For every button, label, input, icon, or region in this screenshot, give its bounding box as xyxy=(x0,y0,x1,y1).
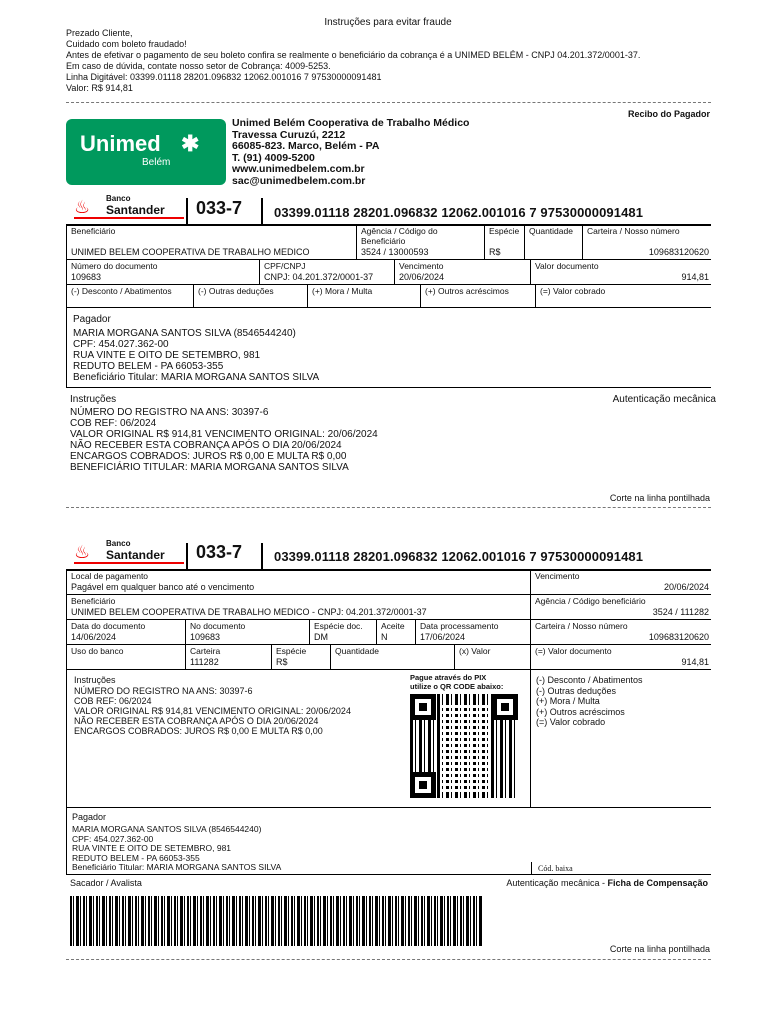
local-cell xyxy=(66,570,530,594)
valordoc-cell xyxy=(530,645,711,669)
company-line: Unimed Belém Cooperativa de Trabalho Médico xyxy=(232,117,470,129)
corte-label: Corte na linha pontilhada xyxy=(609,944,710,954)
field-label: Data processamento xyxy=(420,621,499,631)
instrucao-line: ENCARGOS COBRADOS: JUROS R$ 0,00 E MULTA R$ 0,00 xyxy=(74,726,323,736)
valor-cell xyxy=(530,260,711,284)
field-label: Número do documento xyxy=(71,261,158,271)
desconto-cell xyxy=(66,285,193,307)
bank-code: 033-7 xyxy=(196,198,243,218)
santander-underline xyxy=(74,562,184,564)
cut-line xyxy=(66,959,711,960)
santander-flame-icon: ♨ xyxy=(74,542,91,562)
sacador-label: Sacador / Avalista xyxy=(70,878,142,888)
autenticacao-label: Autenticação mecânica - xyxy=(506,878,608,888)
dataproc-cell xyxy=(415,620,530,644)
field-label: Beneficiário xyxy=(71,226,116,236)
valor-value: 914,81 xyxy=(681,272,709,282)
pagador-line: REDUTO BELEM - PA 66053-355 xyxy=(72,852,200,863)
vencimento-value: 20/06/2024 xyxy=(399,272,445,282)
pagador-info xyxy=(72,825,281,873)
bank-code: 033-7 xyxy=(196,542,243,562)
numdoc-value: 109683 xyxy=(71,272,102,282)
instrucoes-label: Instruções xyxy=(74,675,116,685)
cpf-value: CNPJ: 04.201.372/0001-37 xyxy=(264,272,374,282)
unimed-logo xyxy=(66,119,226,185)
agencia-cell xyxy=(530,595,711,619)
notice-line: Prezado Cliente, xyxy=(66,28,133,38)
carteira-value: 109683120620 xyxy=(648,247,709,257)
acrescimos-cell xyxy=(420,285,535,307)
field-label: No documento xyxy=(190,621,246,631)
datadoc-value: 14/06/2024 xyxy=(71,632,117,642)
instrucoes-text xyxy=(70,407,378,473)
especie-cell xyxy=(484,225,524,259)
field-label: (x) Valor xyxy=(459,646,491,656)
pagador-line: CPF: 454.027.362-00 xyxy=(72,833,154,844)
field-label: Espécie xyxy=(276,646,307,656)
notice-line: Valor: R$ 914,81 xyxy=(66,83,133,93)
company-line: T. (91) 4009-5200 xyxy=(232,151,315,164)
unimed-symbol-icon: ✱ xyxy=(181,131,200,156)
bank-name: Santander xyxy=(106,548,165,562)
field-label: Espécie doc. xyxy=(314,621,363,631)
pagador-label: Pagador xyxy=(73,314,111,325)
side-field: (+) Mora / Multa xyxy=(536,696,600,706)
instrucao-line: NÃO RECEBER ESTA COBRANÇA APÓS O DIA 20/06/2024 xyxy=(70,440,342,451)
instrucao-line: NÚMERO DO REGISTRO NA ANS: 30397-6 xyxy=(74,686,253,696)
instrucao-line: NÃO RECEBER ESTA COBRANÇA APÓS O DIA 20/06/2024 xyxy=(74,716,319,726)
pix-qr-code[interactable] xyxy=(410,694,518,798)
agencia-cell xyxy=(356,225,484,259)
pix-line: Pague através do PIX xyxy=(410,673,487,682)
company-line: Travessa Curuzú, 2212 xyxy=(232,128,346,141)
notice-line: Linha Digitável: 03399.01118 28201.096832 12062.001016 7 97530000091481 xyxy=(66,72,382,82)
pagador-label: Pagador xyxy=(72,812,107,822)
ficha-label: Ficha de Compensação xyxy=(607,878,708,888)
instrucao-line: VALOR ORIGINAL R$ 914,81 VENCIMENTO ORIGINAL: 20/06/2024 xyxy=(70,429,378,440)
santander-underline xyxy=(74,217,184,219)
side-fields xyxy=(536,675,643,728)
autenticacao-ficha xyxy=(506,878,708,889)
field-label: Vencimento xyxy=(535,571,580,581)
local-value: Pagável em qualquer banco até o vencimento xyxy=(71,582,255,592)
agencia-value: 3524 / 111282 xyxy=(652,607,709,617)
vencimento-value: 20/06/2024 xyxy=(663,582,709,592)
field-label: (+) Mora / Multa xyxy=(312,286,373,296)
autenticacao-label: Autenticação mecânica xyxy=(612,394,716,405)
field-label: Agência / Código do Beneficiário xyxy=(361,226,438,246)
pagador-line: MARIA MORGANA SANTOS SILVA (8546544240) xyxy=(73,328,296,339)
santander-logo xyxy=(74,194,184,222)
notice-text xyxy=(66,28,746,94)
banco-label: Banco xyxy=(106,194,131,203)
aceite-cell xyxy=(376,620,415,644)
santander-flame-icon: ♨ xyxy=(74,197,91,217)
cut-line xyxy=(66,102,711,103)
numdoc-value: 109683 xyxy=(190,632,221,642)
field-label: (=) Valor cobrado xyxy=(540,286,606,296)
side-field: (-) Desconto / Abatimentos xyxy=(536,675,643,685)
pagador-cell xyxy=(66,308,711,388)
pagador-line: RUA VINTE E OITO DE SETEMBRO, 981 xyxy=(73,350,261,361)
beneficiario-value: UNIMED BELEM COOPERATIVA DE TRABALHO MEDICO xyxy=(71,247,310,257)
field-label: Espécie xyxy=(489,226,520,236)
cpf-cell xyxy=(259,260,394,284)
instrucao-line: COB REF: 06/2024 xyxy=(70,418,157,429)
notice-title: Instruções para evitar fraude xyxy=(324,17,452,28)
beneficiario-value: UNIMED BELEM COOPERATIVA DE TRABALHO MEDICO - CNPJ: 04.201.372/0001-37 xyxy=(71,607,427,617)
field-label: (=) Valor documento xyxy=(535,646,612,656)
especiedoc-cell xyxy=(309,620,376,644)
field-label: CPF/CNPJ xyxy=(264,261,306,271)
numdoc-cell xyxy=(66,260,259,284)
digitable-line[interactable]: 03399.01118 28201.096832 12062.001016 7 97530000091481 xyxy=(274,549,644,564)
carteira-value: 109683120620 xyxy=(648,632,709,642)
mora-cell xyxy=(307,285,420,307)
instrucoes-text xyxy=(74,686,351,736)
side-field: (-) Outras deduções xyxy=(536,685,617,696)
corte-label: Corte na linha pontilhada xyxy=(609,493,710,503)
field-label: Carteira / Nosso número xyxy=(535,621,628,631)
cart-cell xyxy=(185,645,271,669)
usobanco-cell xyxy=(66,645,185,669)
instrucao-line: NÚMERO DO REGISTRO NA ANS: 30397-6 xyxy=(70,407,269,418)
pagador-line: CPF: 454.027.362-00 xyxy=(73,339,169,350)
cut-line xyxy=(66,507,711,508)
cart-value: 111282 xyxy=(190,657,219,667)
outras-cell xyxy=(193,285,307,307)
numdoc-cell xyxy=(185,620,309,644)
digitable-line[interactable]: 03399.01118 28201.096832 12062.001016 7 97530000091481 xyxy=(274,205,644,220)
field-label: Quantidade xyxy=(529,226,573,236)
company-line: 66085-823. Marco, Belém - PA xyxy=(232,140,380,152)
field-label: Uso do banco xyxy=(71,646,124,656)
company-line: sac@unimedbelem.com.br xyxy=(232,174,366,187)
cobrado-cell xyxy=(535,285,711,307)
field-label: Aceite xyxy=(381,621,405,631)
instrucao-line: BENEFICIÁRIO TITULAR: MARIA MORGANA SANTOS SILVA xyxy=(70,462,349,473)
bank-name: Santander xyxy=(106,203,165,217)
instrucao-line: ENCARGOS COBRADOS: JUROS R$ 0,00 E MULTA R$ 0,00 xyxy=(70,451,347,462)
instrucao-line: VALOR ORIGINAL R$ 914,81 VENCIMENTO ORIGINAL: 20/06/2024 xyxy=(74,706,351,716)
agencia-value: 3524 / 13000593 xyxy=(361,247,429,257)
field-label: Agência / Código beneficiário xyxy=(535,596,646,606)
pagador-line: RUA VINTE E OITO DE SETEMBRO, 981 xyxy=(72,843,232,853)
carteira-cell xyxy=(582,225,711,259)
aceite-value: N xyxy=(381,632,388,642)
pix-caption xyxy=(410,673,503,691)
company-line: www.unimedbelem.com.br xyxy=(232,163,365,175)
side-field: (=) Valor cobrado xyxy=(536,717,606,727)
pagador-line: MARIA MORGANA SANTOS SILVA (8546544240) xyxy=(72,824,262,834)
beneficiario-cell xyxy=(66,595,530,619)
company-info xyxy=(232,118,469,187)
field-label: Vencimento xyxy=(399,261,444,271)
notice-line: Cuidado com boleto fraudado! xyxy=(66,39,187,49)
datadoc-cell xyxy=(66,620,185,644)
codbaixa-label: Cód. baixa xyxy=(538,864,573,873)
especiedoc-value: DM xyxy=(314,632,328,642)
vencimento-cell xyxy=(394,260,530,284)
field-label: Carteira xyxy=(190,646,221,656)
field-label: Local de pagamento xyxy=(71,571,149,581)
vencimento-cell xyxy=(530,570,711,594)
field-label: Carteira / Nosso número xyxy=(587,226,680,236)
pagador-line: Beneficiário Titular: MARIA MORGANA SANTOS SILVA xyxy=(73,372,320,383)
logo-sub: Belém xyxy=(142,157,171,168)
quantidade-cell xyxy=(330,645,454,669)
field-label: (+) Outros acréscimos xyxy=(425,286,509,296)
beneficiario-cell xyxy=(66,225,356,259)
pagador-line: Beneficiário Titular: MARIA MORGANA SANTOS SILVA xyxy=(72,862,282,872)
field-label: Valor documento xyxy=(535,261,599,271)
barcode xyxy=(70,896,482,946)
carteira-cell xyxy=(530,620,711,644)
logo-text: Unimed xyxy=(80,131,161,156)
field-label: (-) Outras deduções xyxy=(198,286,274,296)
receipt-title: Recibo do Pagador xyxy=(627,109,710,119)
valordoc-value: 914,81 xyxy=(681,657,709,667)
pix-line: utilize o QR CODE abaixo: xyxy=(410,682,504,691)
notice-line: Antes de efetivar o pagamento de seu boleto confira se realmente o beneficiário da cobrança é a UNIMED BELÉM - CNPJ 04.201.372/0001-37. xyxy=(66,50,641,60)
instrucao-line: COB REF: 06/2024 xyxy=(74,696,152,706)
especie-value: R$ xyxy=(276,657,288,667)
instrucoes-label: Instruções xyxy=(70,394,117,405)
field-label: Data do documento xyxy=(71,621,146,631)
especie-value: R$ xyxy=(489,247,501,257)
xvalor-cell xyxy=(454,645,530,669)
santander-logo xyxy=(74,539,184,567)
notice-line: Em caso de dúvida, contate nosso setor de Cobrança: 4009-5253. xyxy=(66,61,331,71)
field-label: Beneficiário xyxy=(71,596,116,606)
field-label: Quantidade xyxy=(335,646,379,656)
quantidade-cell xyxy=(524,225,582,259)
pagador-info xyxy=(73,328,319,383)
field-label: (-) Desconto / Abatimentos xyxy=(71,286,172,296)
side-field: (+) Outros acréscimos xyxy=(536,706,625,717)
especie-cell xyxy=(271,645,330,669)
dataproc-value: 17/06/2024 xyxy=(420,632,466,642)
banco-label: Banco xyxy=(106,539,131,548)
pagador-line: REDUTO BELEM - PA 66053-355 xyxy=(73,361,224,372)
